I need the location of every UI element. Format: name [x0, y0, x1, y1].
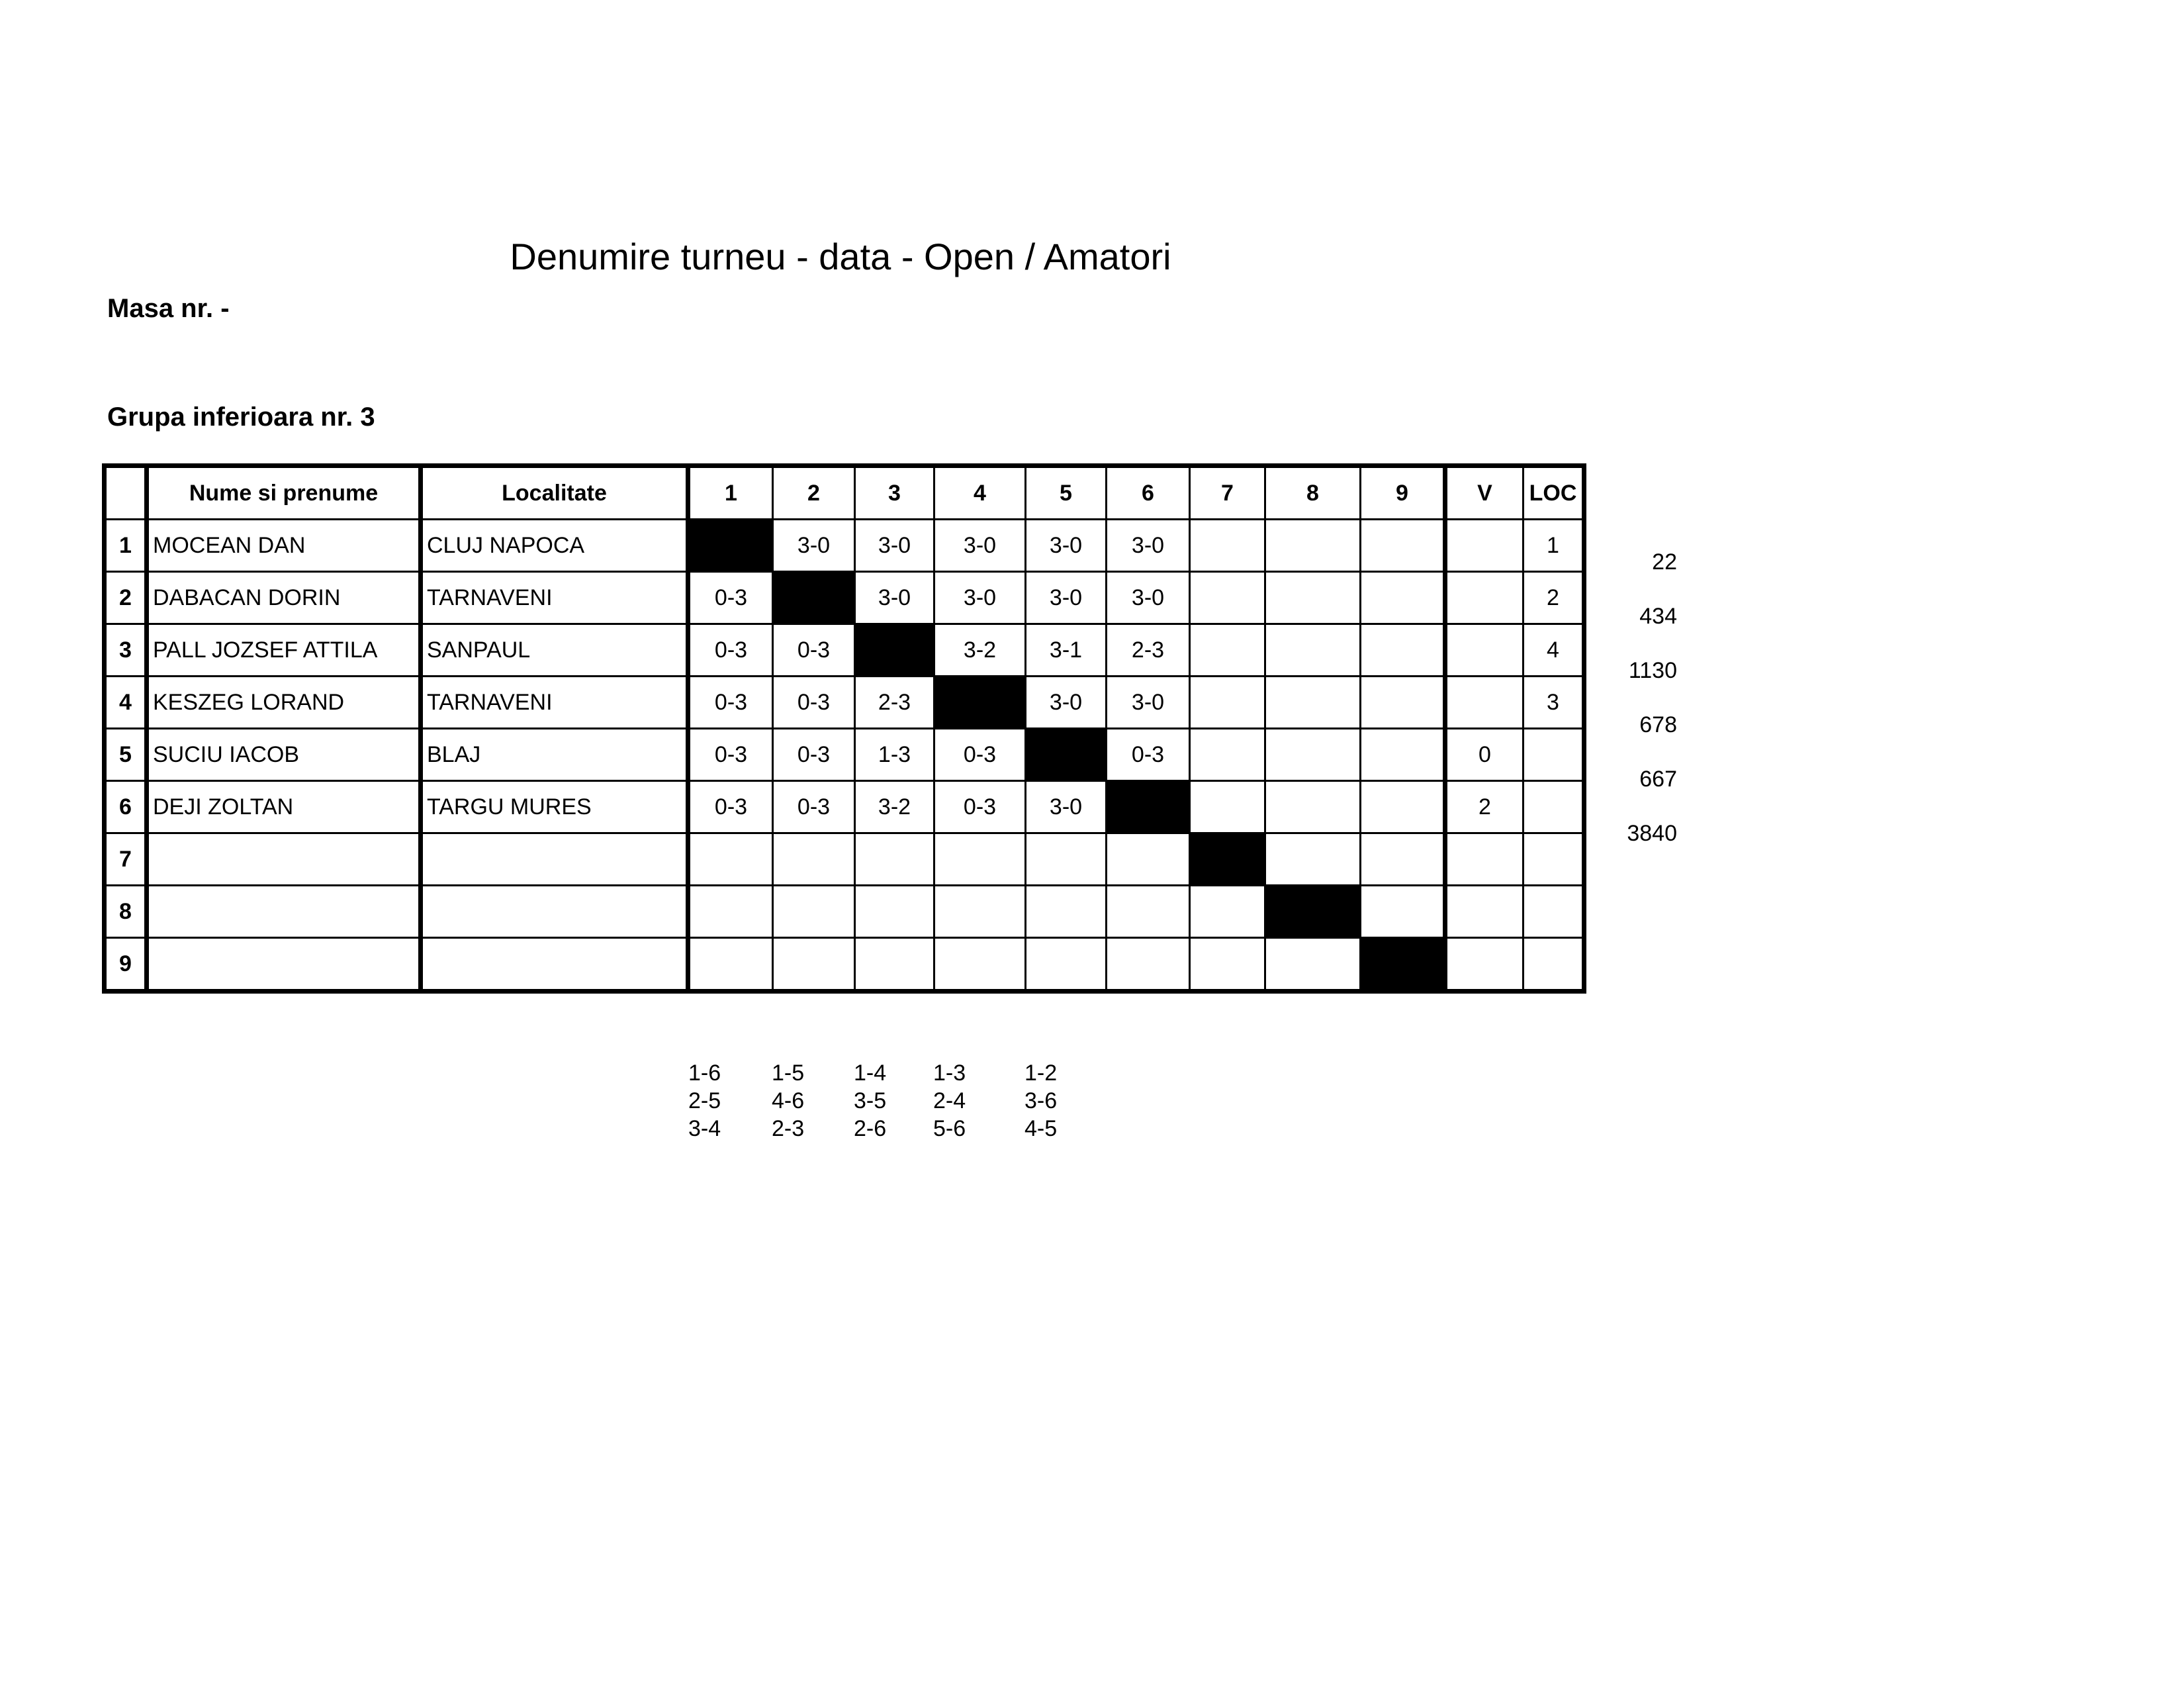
table-row — [105, 886, 1584, 938]
schedule-match: 1-2 — [1024, 1060, 1058, 1086]
result-cell — [1361, 572, 1445, 624]
result-cell: 1-3 — [855, 729, 934, 781]
player-name: MOCEAN DAN — [147, 520, 421, 572]
result-cell: 0-3 — [934, 729, 1026, 781]
result-cell: 0-3 — [688, 677, 773, 729]
place-cell: 1 — [1524, 520, 1584, 572]
self-match-cell — [855, 624, 934, 677]
row-number: 1 — [105, 520, 147, 572]
result-cell — [1026, 833, 1107, 886]
schedule-round — [933, 1059, 966, 1143]
result-cell — [1190, 520, 1265, 572]
result-cell: 3-0 — [855, 520, 934, 572]
header-cell: 2 — [773, 466, 855, 520]
player-city: SANPAUL — [421, 624, 688, 677]
self-match-cell — [1361, 938, 1445, 992]
result-cell — [1265, 833, 1361, 886]
place-cell — [1524, 833, 1584, 886]
table-number-label: Masa nr. - — [107, 294, 230, 323]
result-cell: 3-2 — [934, 624, 1026, 677]
result-cell — [1190, 572, 1265, 624]
result-cell — [1190, 677, 1265, 729]
result-cell — [1190, 624, 1265, 677]
table-row — [105, 781, 1584, 833]
side-number: 667 — [1639, 767, 1677, 792]
wins-cell — [1445, 572, 1524, 624]
player-name — [147, 938, 421, 992]
result-cell — [1107, 833, 1190, 886]
schedule-round — [688, 1059, 721, 1143]
result-cell: 0-3 — [688, 781, 773, 833]
schedule-match: 4-6 — [772, 1088, 805, 1113]
header-cell: 4 — [934, 466, 1026, 520]
side-number: 678 — [1639, 712, 1677, 737]
result-cell — [855, 938, 934, 992]
side-number: 434 — [1639, 604, 1677, 629]
results-table — [102, 463, 1586, 994]
row-number: 6 — [105, 781, 147, 833]
place-cell — [1524, 781, 1584, 833]
place-cell — [1524, 886, 1584, 938]
result-cell — [688, 833, 773, 886]
schedule-match: 2-4 — [933, 1088, 966, 1113]
result-cell: 0-3 — [688, 624, 773, 677]
self-match-cell — [773, 572, 855, 624]
result-cell — [1026, 938, 1107, 992]
player-city: TARNAVENI — [421, 677, 688, 729]
result-cell — [1265, 624, 1361, 677]
wins-cell — [1445, 938, 1524, 992]
result-cell — [855, 833, 934, 886]
player-name: DABACAN DORIN — [147, 572, 421, 624]
schedule-match: 5-6 — [933, 1116, 966, 1141]
player-city: TARNAVENI — [421, 572, 688, 624]
header-cell: LOC — [1524, 466, 1584, 520]
place-cell: 3 — [1524, 677, 1584, 729]
result-cell — [773, 833, 855, 886]
table-row — [105, 833, 1584, 886]
result-cell: 3-0 — [1026, 781, 1107, 833]
self-match-cell — [688, 520, 773, 572]
place-cell: 4 — [1524, 624, 1584, 677]
self-match-cell — [934, 677, 1026, 729]
row-number: 7 — [105, 833, 147, 886]
result-cell: 0-3 — [773, 729, 855, 781]
wins-cell: 2 — [1445, 781, 1524, 833]
table-row — [105, 624, 1584, 677]
result-cell: 0-3 — [688, 729, 773, 781]
result-cell — [1361, 729, 1445, 781]
row-number: 2 — [105, 572, 147, 624]
table-row — [105, 677, 1584, 729]
self-match-cell — [1265, 886, 1361, 938]
header-cell: 8 — [1265, 466, 1361, 520]
player-city — [421, 938, 688, 992]
header-cell: 7 — [1190, 466, 1265, 520]
result-cell — [1190, 781, 1265, 833]
table-row — [105, 572, 1584, 624]
header-cell: 3 — [855, 466, 934, 520]
wins-cell — [1445, 886, 1524, 938]
result-cell — [1361, 624, 1445, 677]
player-city: BLAJ — [421, 729, 688, 781]
self-match-cell — [1190, 833, 1265, 886]
schedule-match: 2-5 — [688, 1088, 721, 1113]
result-cell — [1190, 729, 1265, 781]
result-cell: 3-0 — [934, 520, 1026, 572]
player-city: TARGU MURES — [421, 781, 688, 833]
header-row — [105, 466, 1584, 520]
result-cell — [1265, 938, 1361, 992]
wins-cell — [1445, 624, 1524, 677]
result-cell — [1265, 677, 1361, 729]
schedule-match: 3-5 — [854, 1088, 887, 1113]
place-cell — [1524, 729, 1584, 781]
header-cell: 6 — [1107, 466, 1190, 520]
schedule-match: 3-6 — [1024, 1088, 1058, 1113]
result-cell: 3-2 — [855, 781, 934, 833]
result-cell — [1265, 729, 1361, 781]
result-cell — [1265, 520, 1361, 572]
result-cell — [773, 938, 855, 992]
result-cell — [934, 938, 1026, 992]
player-city — [421, 886, 688, 938]
player-city: CLUJ NAPOCA — [421, 520, 688, 572]
header-cell: 9 — [1361, 466, 1445, 520]
header-cell — [105, 466, 147, 520]
player-city — [421, 833, 688, 886]
result-cell: 3-0 — [1107, 677, 1190, 729]
player-name — [147, 833, 421, 886]
schedule-round — [854, 1059, 886, 1143]
wins-cell — [1445, 520, 1524, 572]
place-cell: 2 — [1524, 572, 1584, 624]
result-cell: 3-0 — [1026, 572, 1107, 624]
row-number: 5 — [105, 729, 147, 781]
result-cell: 3-0 — [1107, 572, 1190, 624]
result-cell: 3-0 — [934, 572, 1026, 624]
header-cell: V — [1445, 466, 1524, 520]
schedule-match: 1-4 — [854, 1060, 887, 1086]
result-cell — [1190, 886, 1265, 938]
result-cell — [688, 938, 773, 992]
player-name: DEJI ZOLTAN — [147, 781, 421, 833]
player-name: PALL JOZSEF ATTILA — [147, 624, 421, 677]
schedule-match: 2-6 — [854, 1116, 887, 1141]
schedule-match: 1-5 — [772, 1060, 805, 1086]
result-cell: 0-3 — [773, 624, 855, 677]
result-cell — [1361, 781, 1445, 833]
result-cell — [934, 886, 1026, 938]
place-cell — [1524, 938, 1584, 992]
result-cell: 3-0 — [1107, 520, 1190, 572]
side-number: 22 — [1652, 549, 1677, 575]
result-cell — [1265, 781, 1361, 833]
result-cell — [1265, 572, 1361, 624]
row-number: 4 — [105, 677, 147, 729]
result-cell: 3-0 — [1026, 677, 1107, 729]
result-cell — [855, 886, 934, 938]
header-cell: Localitate — [421, 466, 688, 520]
header-cell: 1 — [688, 466, 773, 520]
schedule-match: 3-4 — [688, 1116, 721, 1141]
result-cell: 0-3 — [934, 781, 1026, 833]
result-cell — [1361, 833, 1445, 886]
result-cell — [773, 886, 855, 938]
schedule-match: 4-5 — [1024, 1116, 1058, 1141]
schedule-match: 1-3 — [933, 1060, 966, 1086]
result-cell — [1361, 677, 1445, 729]
result-cell: 0-3 — [1107, 729, 1190, 781]
table-row — [105, 520, 1584, 572]
self-match-cell — [1026, 729, 1107, 781]
side-number: 3840 — [1627, 821, 1677, 846]
result-cell: 0-3 — [773, 677, 855, 729]
result-cell: 0-3 — [773, 781, 855, 833]
row-number: 8 — [105, 886, 147, 938]
player-name: SUCIU IACOB — [147, 729, 421, 781]
row-number: 9 — [105, 938, 147, 992]
result-cell — [934, 833, 1026, 886]
tournament-title: Denumire turneu - data - Open / Amatori — [510, 236, 1171, 277]
header-cell: Nume si prenume — [147, 466, 421, 520]
row-number: 3 — [105, 624, 147, 677]
result-cell: 2-3 — [1107, 624, 1190, 677]
result-cell: 3-1 — [1026, 624, 1107, 677]
result-cell — [1107, 938, 1190, 992]
result-cell — [1190, 938, 1265, 992]
wins-cell — [1445, 833, 1524, 886]
wins-cell: 0 — [1445, 729, 1524, 781]
result-cell — [1361, 886, 1445, 938]
self-match-cell — [1107, 781, 1190, 833]
result-cell: 3-0 — [773, 520, 855, 572]
player-name — [147, 886, 421, 938]
result-cell — [1361, 520, 1445, 572]
schedule-match: 2-3 — [772, 1116, 805, 1141]
result-cell — [1107, 886, 1190, 938]
result-cell: 0-3 — [688, 572, 773, 624]
schedule-match: 1-6 — [688, 1060, 721, 1086]
header-cell: 5 — [1026, 466, 1107, 520]
result-cell: 2-3 — [855, 677, 934, 729]
schedule-round — [772, 1059, 804, 1143]
result-cell: 3-0 — [855, 572, 934, 624]
player-name: KESZEG LORAND — [147, 677, 421, 729]
result-cell — [688, 886, 773, 938]
schedule-round — [1024, 1059, 1057, 1143]
group-label: Grupa inferioara nr. 3 — [107, 402, 375, 432]
result-cell — [1026, 886, 1107, 938]
result-cell: 3-0 — [1026, 520, 1107, 572]
side-number: 1130 — [1628, 658, 1677, 683]
table-row — [105, 938, 1584, 992]
table-row — [105, 729, 1584, 781]
wins-cell — [1445, 677, 1524, 729]
